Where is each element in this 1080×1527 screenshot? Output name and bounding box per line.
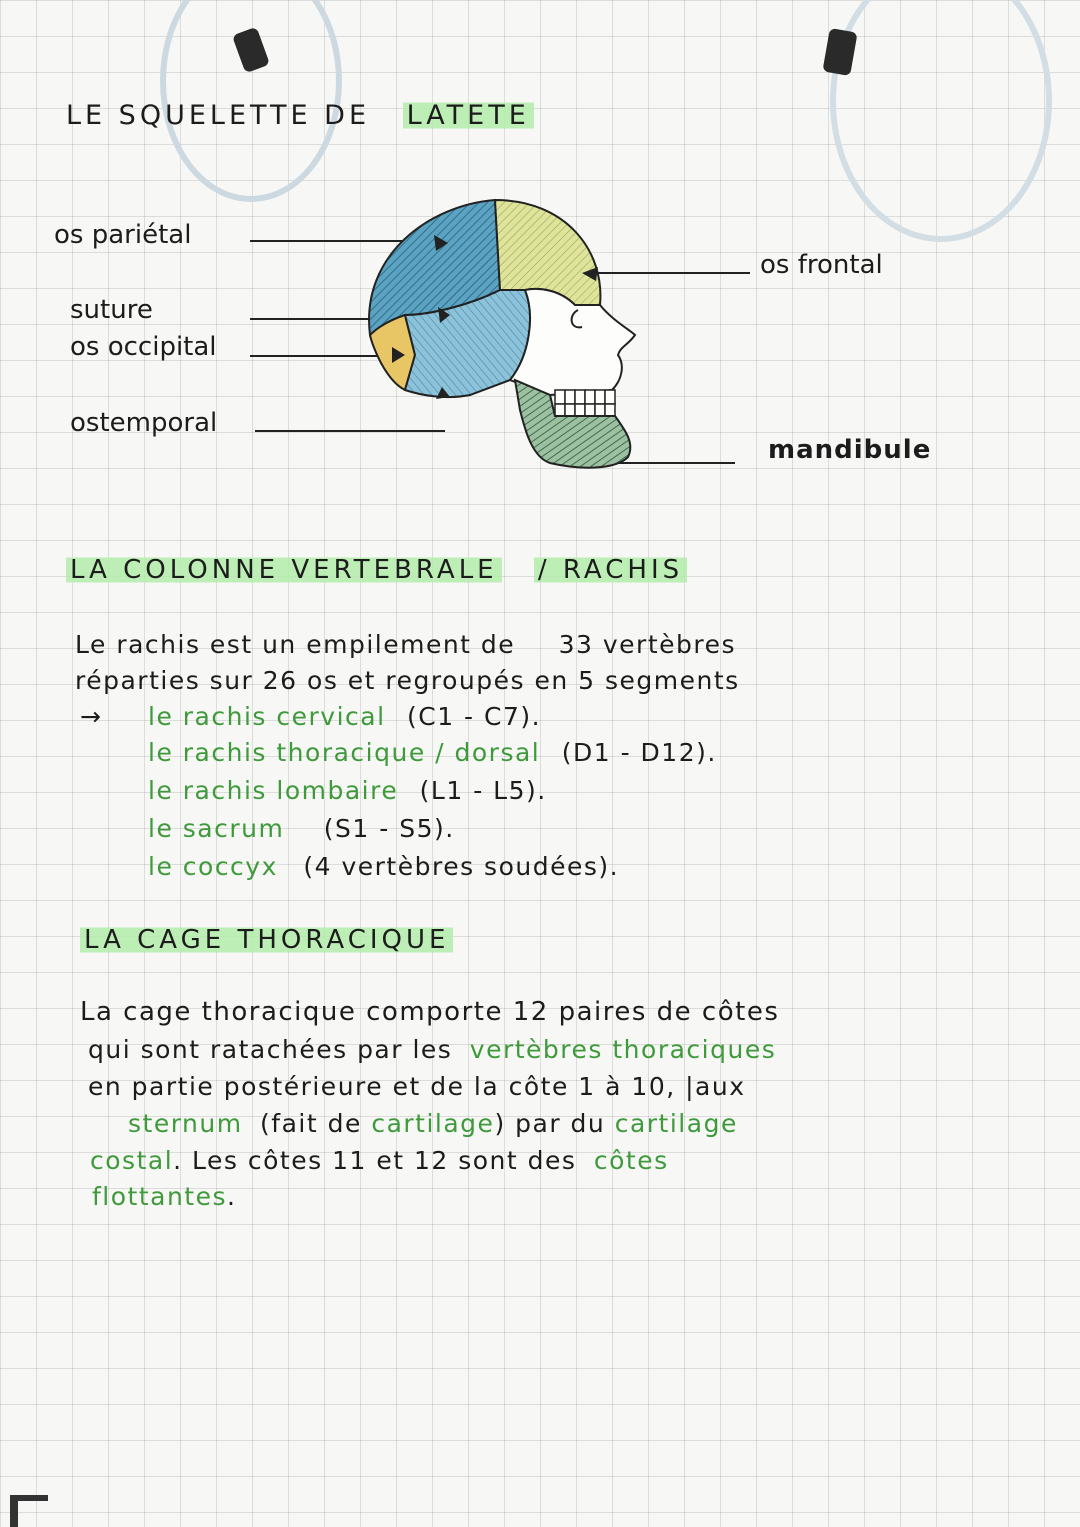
thorax-line2 <box>88 1033 776 1067</box>
thorax-line4-sternum: sternum <box>128 1109 243 1138</box>
spine-segment-4 <box>148 812 455 846</box>
spine-title-part2: / RACHIS <box>534 555 687 585</box>
skull-title-part2: LATETE <box>403 100 534 131</box>
thorax-title: LA CAGE THORACIQUE <box>80 925 453 955</box>
thorax-line3: en partie postérieure et de la côte 1 à 10, |aux <box>88 1072 746 1101</box>
thorax-line5-costal: costal <box>90 1146 174 1175</box>
spine-segment-4-name: le sacrum <box>148 814 285 843</box>
thorax-line2-a: qui sont ratachées par les <box>88 1035 453 1064</box>
spine-segment-4-range: (S1 - S5). <box>323 814 455 843</box>
spine-segment-2-range: (D1 - D12). <box>561 738 717 767</box>
label-mandibule: mandibule <box>768 435 932 465</box>
spine-segment-3-range: (L1 - L5). <box>419 776 547 805</box>
label-frontal: os frontal <box>760 250 883 280</box>
thorax-line1: La cage thoracique comporte 12 paires de côtes <box>80 997 780 1027</box>
label-temporal: ostemporal <box>70 408 218 438</box>
spine-intro-line2: réparties sur 26 os et regroupés en 5 segments <box>75 666 740 695</box>
thorax-line4-b: (fait de <box>260 1109 362 1138</box>
skull-teeth <box>555 390 615 416</box>
spine-segment-5-range: (4 vertèbres soudées). <box>303 852 620 881</box>
skull-illustration <box>350 195 650 475</box>
spine-intro-line1-a: Le rachis est un empilement de <box>75 630 516 659</box>
spine-segment-2-name: le rachis thoracique / dorsal <box>148 738 541 767</box>
spine-segment-1-name: le rachis cervical <box>148 702 386 731</box>
spine-segment-3-name: le rachis lombaire <box>148 776 399 805</box>
spine-segment-5 <box>148 850 619 884</box>
thorax-line6-flottantes: flottantes <box>92 1182 228 1211</box>
thorax-line5 <box>90 1144 669 1178</box>
label-parietal: os pariétal <box>54 220 192 250</box>
spine-intro-line1-b: 33 vertèbres <box>558 630 737 659</box>
spine-segment-3 <box>148 774 547 808</box>
thorax-line4-d: ) par du <box>494 1109 606 1138</box>
thorax-line6 <box>92 1180 236 1214</box>
label-suture: suture <box>70 295 153 325</box>
thorax-line6-end: . <box>227 1182 237 1211</box>
binder-ring-right <box>830 0 1052 242</box>
thorax-line5-b: . Les côtes 11 et 12 sont des <box>173 1146 577 1175</box>
thorax-line4-cartilage2: cartilage <box>614 1109 738 1138</box>
thorax-line5-cotes: côtes <box>593 1146 669 1175</box>
spine-segment-2 <box>148 736 717 770</box>
thorax-section-title <box>80 925 453 955</box>
label-occipital: os occipital <box>70 332 217 362</box>
spine-segment-5-name: le coccyx <box>148 852 278 881</box>
skull-section-title <box>66 100 534 131</box>
spine-section-title <box>66 555 687 585</box>
spine-intro-line1 <box>75 628 736 662</box>
spine-segment-1-range: (C1 - C7). <box>407 702 542 731</box>
thorax-line4 <box>128 1107 738 1141</box>
thorax-line2-b: vertèbres thoraciques <box>469 1035 777 1064</box>
thorax-line4-cartilage: cartilage <box>371 1109 495 1138</box>
spine-arrow: → <box>80 702 103 731</box>
skull-title-part1: LE SQUELETTE DE <box>66 100 371 131</box>
spine-segment-1 <box>148 700 541 734</box>
skull-face <box>510 289 635 395</box>
page-corner-mark-base <box>10 1495 48 1501</box>
spine-title-part1: LA COLONNE VERTEBRALE <box>66 555 502 585</box>
